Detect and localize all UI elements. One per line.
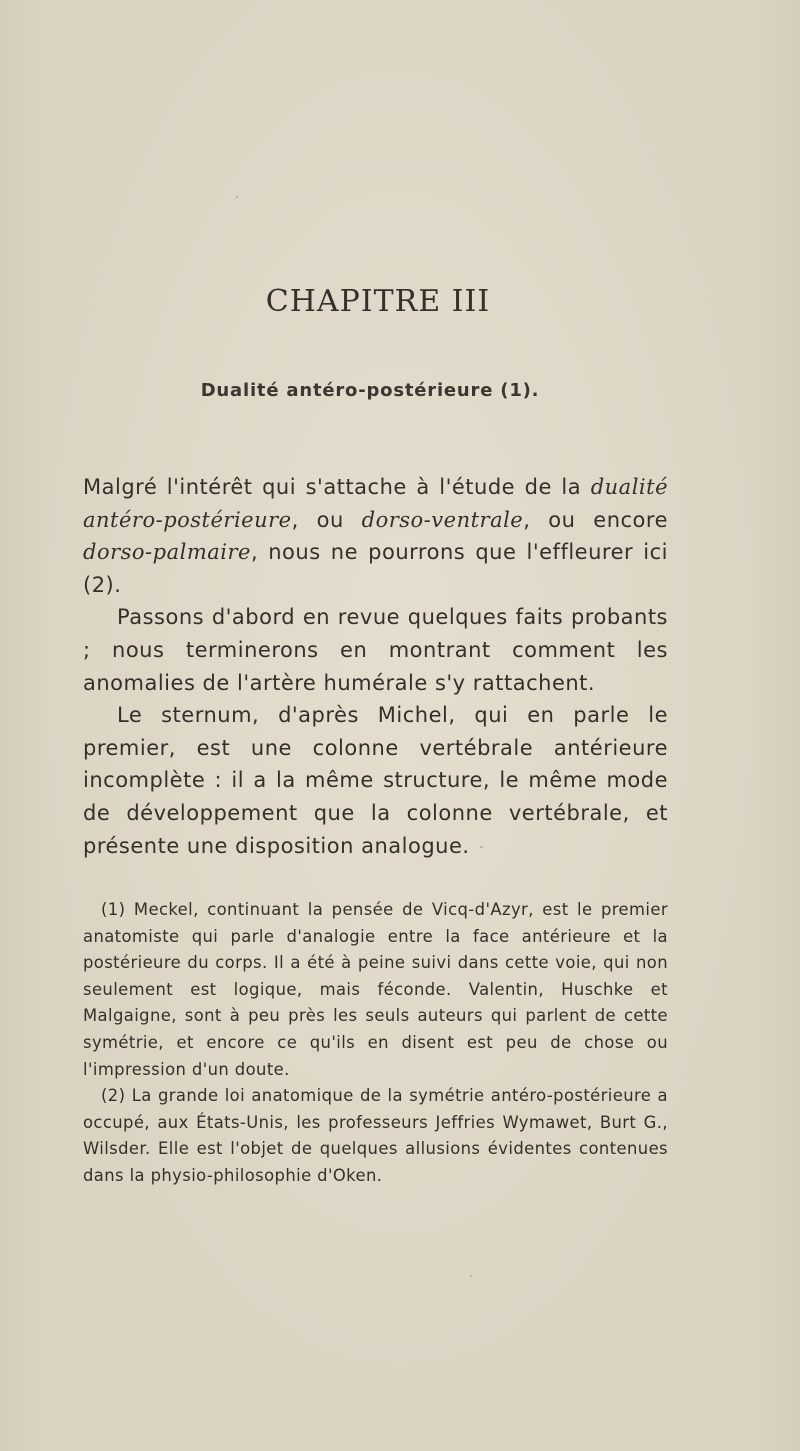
- paper-speck: [236, 196, 238, 198]
- paragraph-1: Malgré l'intérêt qui s'attache à l'étude de la dualité antéro-postérieure, ou dorso-ventrale, ou encore dorso-palmaire, nous ne pourrons que l'effleurer ici (2).: [83, 475, 669, 597]
- paragraph-3: Le sternum, d'après Michel, qui en parle le premier, est une colonne vertébrale antérieure incomplète : il a la même structure, le même mode de développement que la colonne vertébrale, et présente une disposition analogue.: [83, 703, 668, 858]
- footnote-text: Meckel, continuant la pensée de Vicq-d'Azyr, est le premier anatomiste qui parle d'analogie entre la face antérieure et la postérieure du corps. Il a été à peine suivi dans cette voie, qui non seulement est logique, mais féconde. Valentin, Huschke et Malgaigne, sont à peu près les seuls auteurs qui parlent de cette symétrie, et encore ce qu'ils en disent est peu de chose ou l'impression d'un doute.: [83, 900, 668, 1079]
- footnote-marker: (2): [101, 1086, 126, 1106]
- footnote-text: La grande loi anatomique de la symétrie antéro-postérieure a occupé, aux États-Unis, les professeurs Jeffries Wymawet, Burt G., Wilsder. Elle est l'objet de quelques allusions évidentes contenues dans la physio-philosophie d'Oken.: [83, 1086, 668, 1185]
- section-title: Dualité antéro-postérieure (1).: [200, 380, 540, 401]
- italic-term: dorso-palmaire: [83, 540, 251, 565]
- italic-term: dualité antéro-postérieure: [83, 475, 668, 532]
- paragraph-2: Passons d'abord en revue quelques faits probants ; nous terminerons en montrant comment les anomalies de l'artère humérale s'y rattachent.: [83, 605, 668, 695]
- footnote-2: [83, 1083, 668, 1189]
- footnote-marker: (1): [101, 900, 126, 919]
- footnotes: [83, 897, 668, 1190]
- paper-speck: [480, 846, 483, 848]
- chapter-title: CHAPITRE III: [265, 284, 491, 319]
- main-text: [83, 471, 668, 862]
- italic-term: dorso-ventrale: [361, 507, 524, 532]
- paper-speck: [470, 1275, 472, 1277]
- footnote-1: [83, 897, 668, 1083]
